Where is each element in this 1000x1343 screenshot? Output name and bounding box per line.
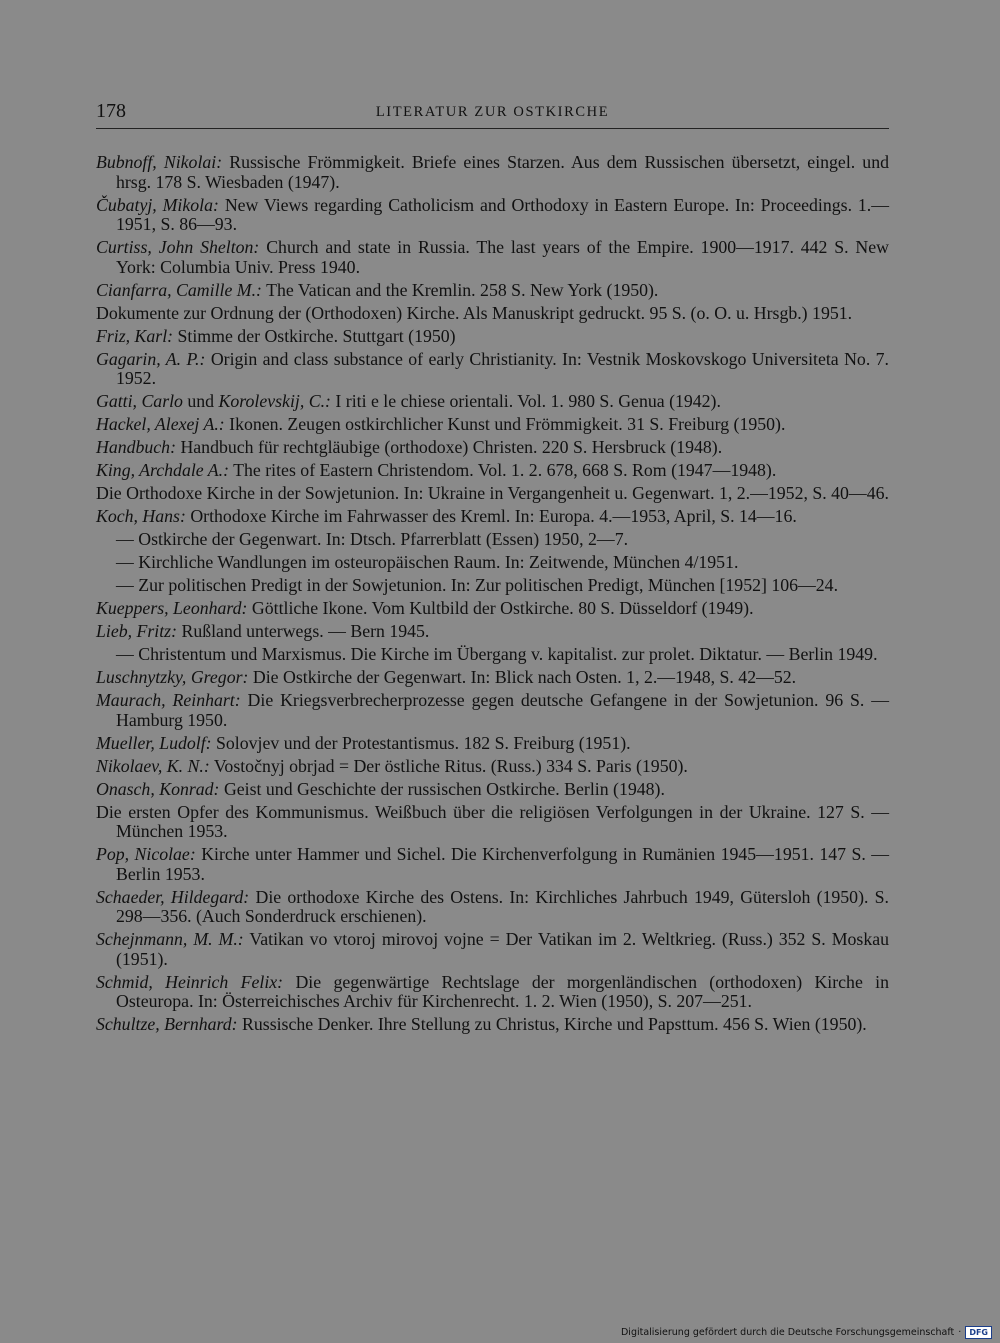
bibliography-list	[96, 153, 889, 1038]
entry-text: Stimme der Ostkirche. Stuttgart (1950)	[177, 325, 456, 346]
entry-author: Nikolaev, K. N.:	[96, 755, 210, 776]
bibliography-entry	[96, 438, 889, 458]
entry-text: Kirche unter Hammer und Sichel. Die Kirchenverfolgung in Rumänien 1945—1951. 147 S. — Berlin 1953.	[116, 844, 890, 884]
bibliography-entry	[96, 845, 889, 884]
page-header	[96, 100, 889, 129]
footer	[621, 1326, 992, 1339]
entry-conjunction: und	[182, 391, 219, 411]
entry-text: Die gegenwärtige Rechtslage der morgenländischen (orthodoxen) Kirche in Osteuropa. In: Österreichisches Archiv für Kirchenrecht. 1. 2. Wien (1950), S. 207—251.	[116, 971, 889, 1011]
bibliography-entry	[96, 196, 889, 235]
bibliography-entry	[96, 304, 889, 324]
bibliography-entry	[96, 392, 889, 412]
bibliography-entry	[96, 461, 889, 481]
entry-author: Gagarin, A. P.:	[96, 348, 206, 369]
entry-text: Rußland unterwegs. — Bern 1945.	[181, 621, 430, 641]
bibliography-entry	[96, 484, 889, 504]
dfg-logo: DFG	[965, 1326, 992, 1339]
entry-author: Pop, Nicolae:	[96, 844, 196, 864]
entry-text: — Ostkirche der Gegenwart. In: Dtsch. Pfarrerblatt (Essen) 1950, 2—7.	[116, 529, 629, 549]
entry-text: Die ersten Opfer des Kommunismus. Weißbuch über die religiösen Verfolgungen in der Ukraine. 127 S. — München 1953.	[96, 801, 889, 841]
dfg-logo-icon: ·	[958, 1327, 962, 1338]
bibliography-entry	[96, 668, 889, 688]
bibliography-entry	[96, 691, 889, 730]
bibliography-entry	[96, 576, 889, 596]
entry-text: — Kirchliche Wandlungen im osteuropäischen Raum. In: Zeitwende, München 4/1951.	[116, 552, 739, 572]
entry-author: Schultze, Bernhard:	[96, 1014, 238, 1034]
entry-text: Solovjev und der Protestantismus. 182 S. Freiburg (1951).	[216, 732, 631, 753]
bibliography-entry	[96, 350, 889, 389]
bibliography-entry	[96, 734, 889, 754]
entry-author: Hackel, Alexej A.:	[96, 414, 225, 434]
bibliography-entry	[96, 803, 889, 842]
entry-text: Göttliche Ikone. Vom Kultbild der Ostkirche. 80 S. Düsseldorf (1949).	[251, 598, 754, 618]
entry-author: Luschnytzky, Gregor:	[96, 667, 249, 687]
entry-text: Church and state in Russia. The last years of the Empire. 1900—1917. 442 S. New York: Columbia Univ. Press 1940.	[116, 237, 889, 277]
bibliography-entry	[96, 530, 889, 550]
entry-author: Schejnmann, M. M.:	[96, 929, 244, 949]
entry-author: Schmid, Heinrich Felix:	[96, 971, 284, 992]
bibliography-entry	[96, 888, 889, 927]
entry-text: Orthodoxe Kirche im Fahrwasser des Kreml. In: Europa. 4.—1953, April, S. 14—16.	[190, 506, 797, 526]
entry-text: I riti e le chiese orientali. Vol. 1. 980 S. Genua (1942).	[335, 391, 721, 411]
entry-text: Die orthodoxe Kirche des Ostens. In: Kirchliches Jahrbuch 1949, Gütersloh (1950). S. 298—356. (Auch Sonderdruck erschienen).	[116, 886, 890, 926]
running-title: LITERATUR ZUR OSTKIRCHE	[375, 104, 610, 120]
bibliography-entry	[96, 930, 889, 969]
entry-author: Mueller, Ludolf:	[96, 732, 212, 753]
entry-author: Curtiss, John Shelton:	[96, 237, 260, 257]
entry-author: Kueppers, Leonhard:	[96, 598, 248, 618]
entry-author: Cianfarra, Camille M.:	[96, 279, 262, 300]
entry-text: Vostočnyj obrjad = Der östliche Ritus. (Russ.) 334 S. Paris (1950).	[213, 755, 688, 776]
entry-author: Čubatyj, Mikola:	[96, 194, 219, 215]
digitization-credit: Digitalisierung gefördert durch die Deutsche Forschungsgemeinschaft	[620, 1327, 955, 1338]
bibliography-entry	[96, 327, 889, 347]
bibliography-entry	[96, 238, 889, 277]
bibliography-entry	[96, 281, 889, 301]
entry-text: — Christentum und Marxismus. Die Kirche im Übergang v. kapitalist. zur prolet. Diktatur. — Berlin 1949.	[116, 644, 878, 664]
page-number: 178	[96, 100, 126, 122]
bibliography-entry	[96, 415, 889, 435]
entry-author: Bubnoff, Nikolai:	[96, 152, 223, 172]
entry-author: Gatti, Carlo	[96, 391, 183, 411]
entry-author: Onasch, Konrad:	[96, 778, 220, 799]
entry-author: Lieb, Fritz:	[96, 621, 178, 641]
bibliography-entry	[96, 1015, 889, 1035]
entry-text: Die Ostkirche der Gegenwart. In: Blick nach Osten. 1, 2.—1948, S. 42—52.	[252, 667, 797, 687]
entry-author: King, Archdale A.:	[96, 460, 230, 480]
entry-text: Russische Denker. Ihre Stellung zu Christus, Kirche und Papsttum. 456 S. Wien (1950).	[242, 1014, 867, 1034]
entry-text: Vatikan vo vtoroj mirovoj vojne = Der Vatikan im 2. Weltkrieg. (Russ.) 352 S. Moskau (1951).	[116, 929, 889, 969]
bibliography-entry	[96, 973, 889, 1012]
entry-text: Russische Frömmigkeit. Briefe eines Starzen. Aus dem Russischen übersetzt, eingel. und hrsg. 178 S. Wiesbaden (1947).	[116, 152, 889, 192]
entry-text: New Views regarding Catholicism and Orthodoxy in Eastern Europe. In: Proceedings. 1.—1951, S. 86—93.	[116, 194, 890, 234]
entry-author: Handbuch:	[96, 437, 176, 457]
entry-text: Geist und Geschichte der russischen Ostkirche. Berlin (1948).	[223, 778, 665, 799]
bibliography-entry	[96, 599, 889, 619]
entry-text: Die Kriegsverbrecherprozesse gegen deutsche Gefangene in der Sowjetunion. 96 S. — Hamburg 1950.	[116, 690, 889, 730]
entry-author-2: Korolevskij, C.:	[218, 391, 331, 411]
entry-text: Dokumente zur Ordnung der (Orthodoxen) Kirche. Als Manuskript gedruckt. 95 S. (o. O. u. Hrsgb.) 1951.	[96, 302, 853, 323]
bibliography-entry	[96, 757, 889, 777]
entry-author: Schaeder, Hildegard:	[96, 886, 250, 907]
entry-text: Ikonen. Zeugen ostkirchlicher Kunst und Frömmigkeit. 31 S. Freiburg (1950).	[229, 414, 786, 434]
entry-text: Handbuch für rechtgläubige (orthodoxe) Christen. 220 S. Hersbruck (1948).	[180, 437, 723, 457]
bibliography-entry	[96, 153, 889, 192]
entry-text: The Vatican and the Kremlin. 258 S. New York (1950).	[266, 279, 659, 300]
bibliography-entry	[96, 780, 889, 800]
entry-author: Friz, Karl:	[96, 325, 174, 346]
entry-text: — Zur politischen Predigt in der Sowjetunion. In: Zur politischen Predigt, München [1952] 106—24.	[116, 575, 839, 595]
bibliography-entry	[96, 507, 889, 527]
bibliography-entry	[96, 553, 889, 573]
bibliography-entry	[96, 645, 889, 665]
bibliography-entry	[96, 622, 889, 642]
entry-text: Origin and class substance of early Christianity. In: Vestnik Moskovskogo Universiteta No. 7. 1952.	[116, 348, 889, 388]
entry-text: Die Orthodoxe Kirche in der Sowjetunion. In: Ukraine in Vergangenheit u. Gegenwart. 1, 2.—1952, S. 40—46.	[96, 483, 889, 503]
entry-author: Maurach, Reinhart:	[96, 690, 241, 710]
entry-text: The rites of Eastern Christendom. Vol. 1. 2. 678, 668 S. Rom (1947—1948).	[233, 460, 777, 480]
entry-author: Koch, Hans:	[96, 506, 186, 526]
